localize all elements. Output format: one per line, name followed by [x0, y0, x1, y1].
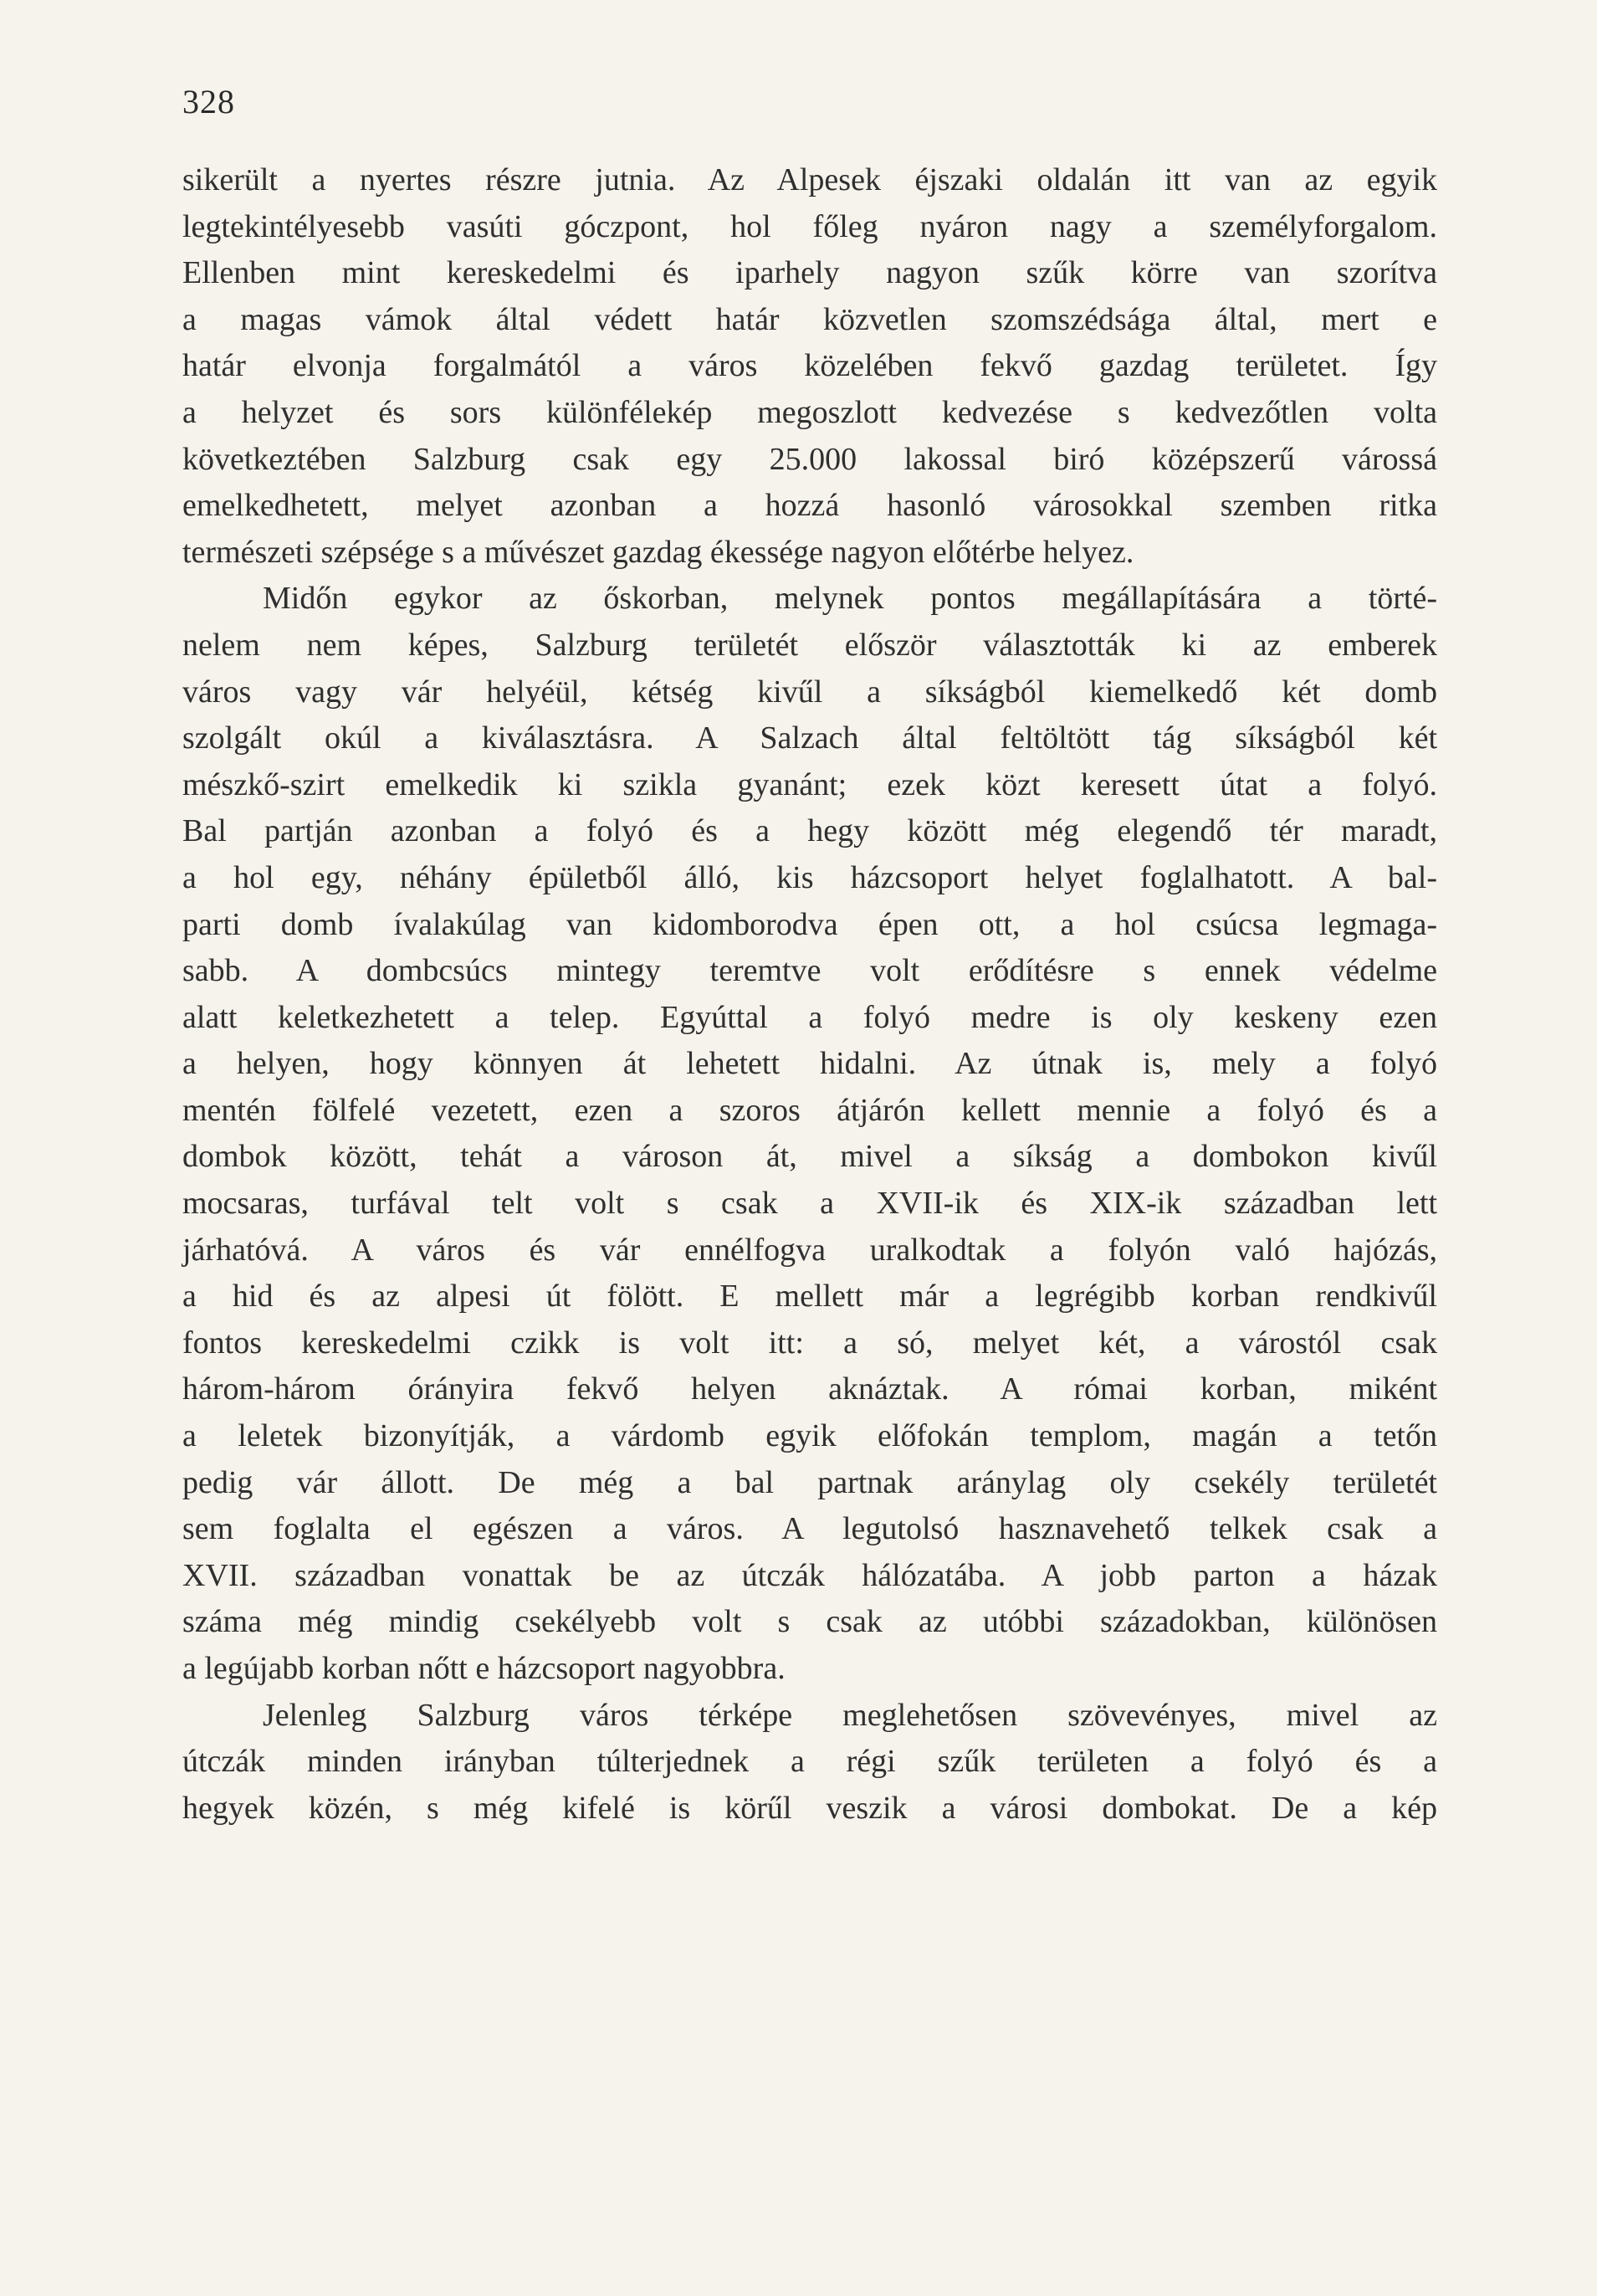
text-line: a helyen, hogy könnyen át lehetett hidalni. Az útnak is, mely a folyó — [182, 1046, 1437, 1082]
paragraph-start-line: Midőn egykor az őskorban, melynek pontos megállapítására a törté- — [263, 581, 1437, 617]
paragraph-start-line: Jelenleg Salzburg város térképe meglehetősen szövevényes, mivel az — [263, 1697, 1437, 1733]
text-line: parti domb ívalakúlag van kidomborodva épen ott, a hol csúcsa legmaga- — [182, 906, 1437, 942]
text-line: alatt keletkezhetett a telep. Egyúttal a folyó medre is oly keskeny ezen — [182, 999, 1437, 1035]
text-line: járhatóvá. A város és vár ennélfogva uralkodtak a folyón való hajózás, — [182, 1232, 1437, 1268]
text-line: szolgált okúl a kiválasztásra. A Salzach által feltöltött tág síkságból két — [182, 720, 1437, 756]
text-line: következtében Salzburg csak egy 25.000 lakossal biró középszerű várossá — [182, 441, 1437, 477]
text-line: a hol egy, néhány épületből álló, kis házcsoport helyet foglalhatott. A bal- — [182, 859, 1437, 895]
body-text — [182, 157, 1437, 1832]
text-line: pedig vár állott. De még a bal partnak aránylag oly csekély területét — [182, 1464, 1437, 1500]
text-line: város vagy vár helyéül, kétség kivűl a síkságból kiemelkedő két domb — [182, 674, 1437, 710]
text-line: Ellenben mint kereskedelmi és iparhely nagyon szűk körre van szorítva — [182, 255, 1437, 291]
text-line: legtekintélyesebb vasúti góczpont, hol főleg nyáron nagy a személyforgalom. — [182, 208, 1437, 244]
text-line: a leletek bizonyítják, a várdomb egyik előfokán templom, magán a tetőn — [182, 1418, 1437, 1454]
text-line: határ elvonja forgalmától a város közelében fekvő gazdag területet. Így — [182, 348, 1437, 384]
text-line: dombok között, tehát a városon át, mivel a síkság a dombokon kivűl — [182, 1139, 1437, 1175]
text-line: nelem nem képes, Salzburg területét először választották ki az emberek — [182, 627, 1437, 663]
text-line: a legújabb korban nőtt e házcsoport nagyobbra. — [182, 1651, 786, 1686]
page-number: 328 — [182, 83, 235, 120]
text-line: sabb. A dombcsúcs mintegy teremtve volt erődítésre s ennek védelme — [182, 953, 1437, 989]
text-line: emelkedhetett, melyet azonban a hozzá hasonló városokkal szemben ritka — [182, 488, 1437, 524]
text-line: Bal partján azonban a folyó és a hegy között még elegendő tér maradt, — [182, 813, 1437, 849]
text-line: XVII. században vonattak be az útczák hálózatába. A jobb parton a házak — [182, 1557, 1437, 1593]
text-line: fontos kereskedelmi czikk is volt itt: a só, melyet két, a várostól csak — [182, 1325, 1437, 1361]
text-line: sikerült a nyertes részre jutnia. Az Alpesek éjszaki oldalán itt van az egyik — [182, 162, 1437, 197]
text-line: a helyzet és sors különfélekép megoszlott kedvezése s kedvezőtlen volta — [182, 394, 1437, 430]
text-line: három-három órányira fekvő helyen aknáztak. A római korban, miként — [182, 1371, 1437, 1407]
text-line: útczák minden irányban túlterjednek a régi szűk területen a folyó és a — [182, 1744, 1437, 1780]
text-line: mentén fölfelé vezetett, ezen a szoros átjárón kellett mennie a folyó és a — [182, 1092, 1437, 1128]
text-line: száma még mindig csekélyebb volt s csak az utóbbi századokban, különösen — [182, 1604, 1437, 1640]
text-line: a hid és az alpesi út fölött. E mellett már a legrégibb korban rendkivűl — [182, 1279, 1437, 1315]
text-line: természeti szépsége s a művészet gazdag ékessége nagyon előtérbe helyez. — [182, 534, 1134, 570]
text-line: sem foglalta el egészen a város. A legutolsó hasznavehető telkek csak a — [182, 1511, 1437, 1547]
text-line: mészkő-szirt emelkedik ki szikla gyanánt; ezek közt keresett útat a folyó. — [182, 766, 1437, 802]
text-line: mocsaras, turfával telt volt s csak a XVII-ik és XIX-ik században lett — [182, 1186, 1437, 1222]
text-line: hegyek közén, s még kifelé is körűl veszik a városi dombokat. De a kép — [182, 1790, 1437, 1826]
text-line: a magas vámok által védett határ közvetlen szomszédsága által, mert e — [182, 301, 1437, 337]
